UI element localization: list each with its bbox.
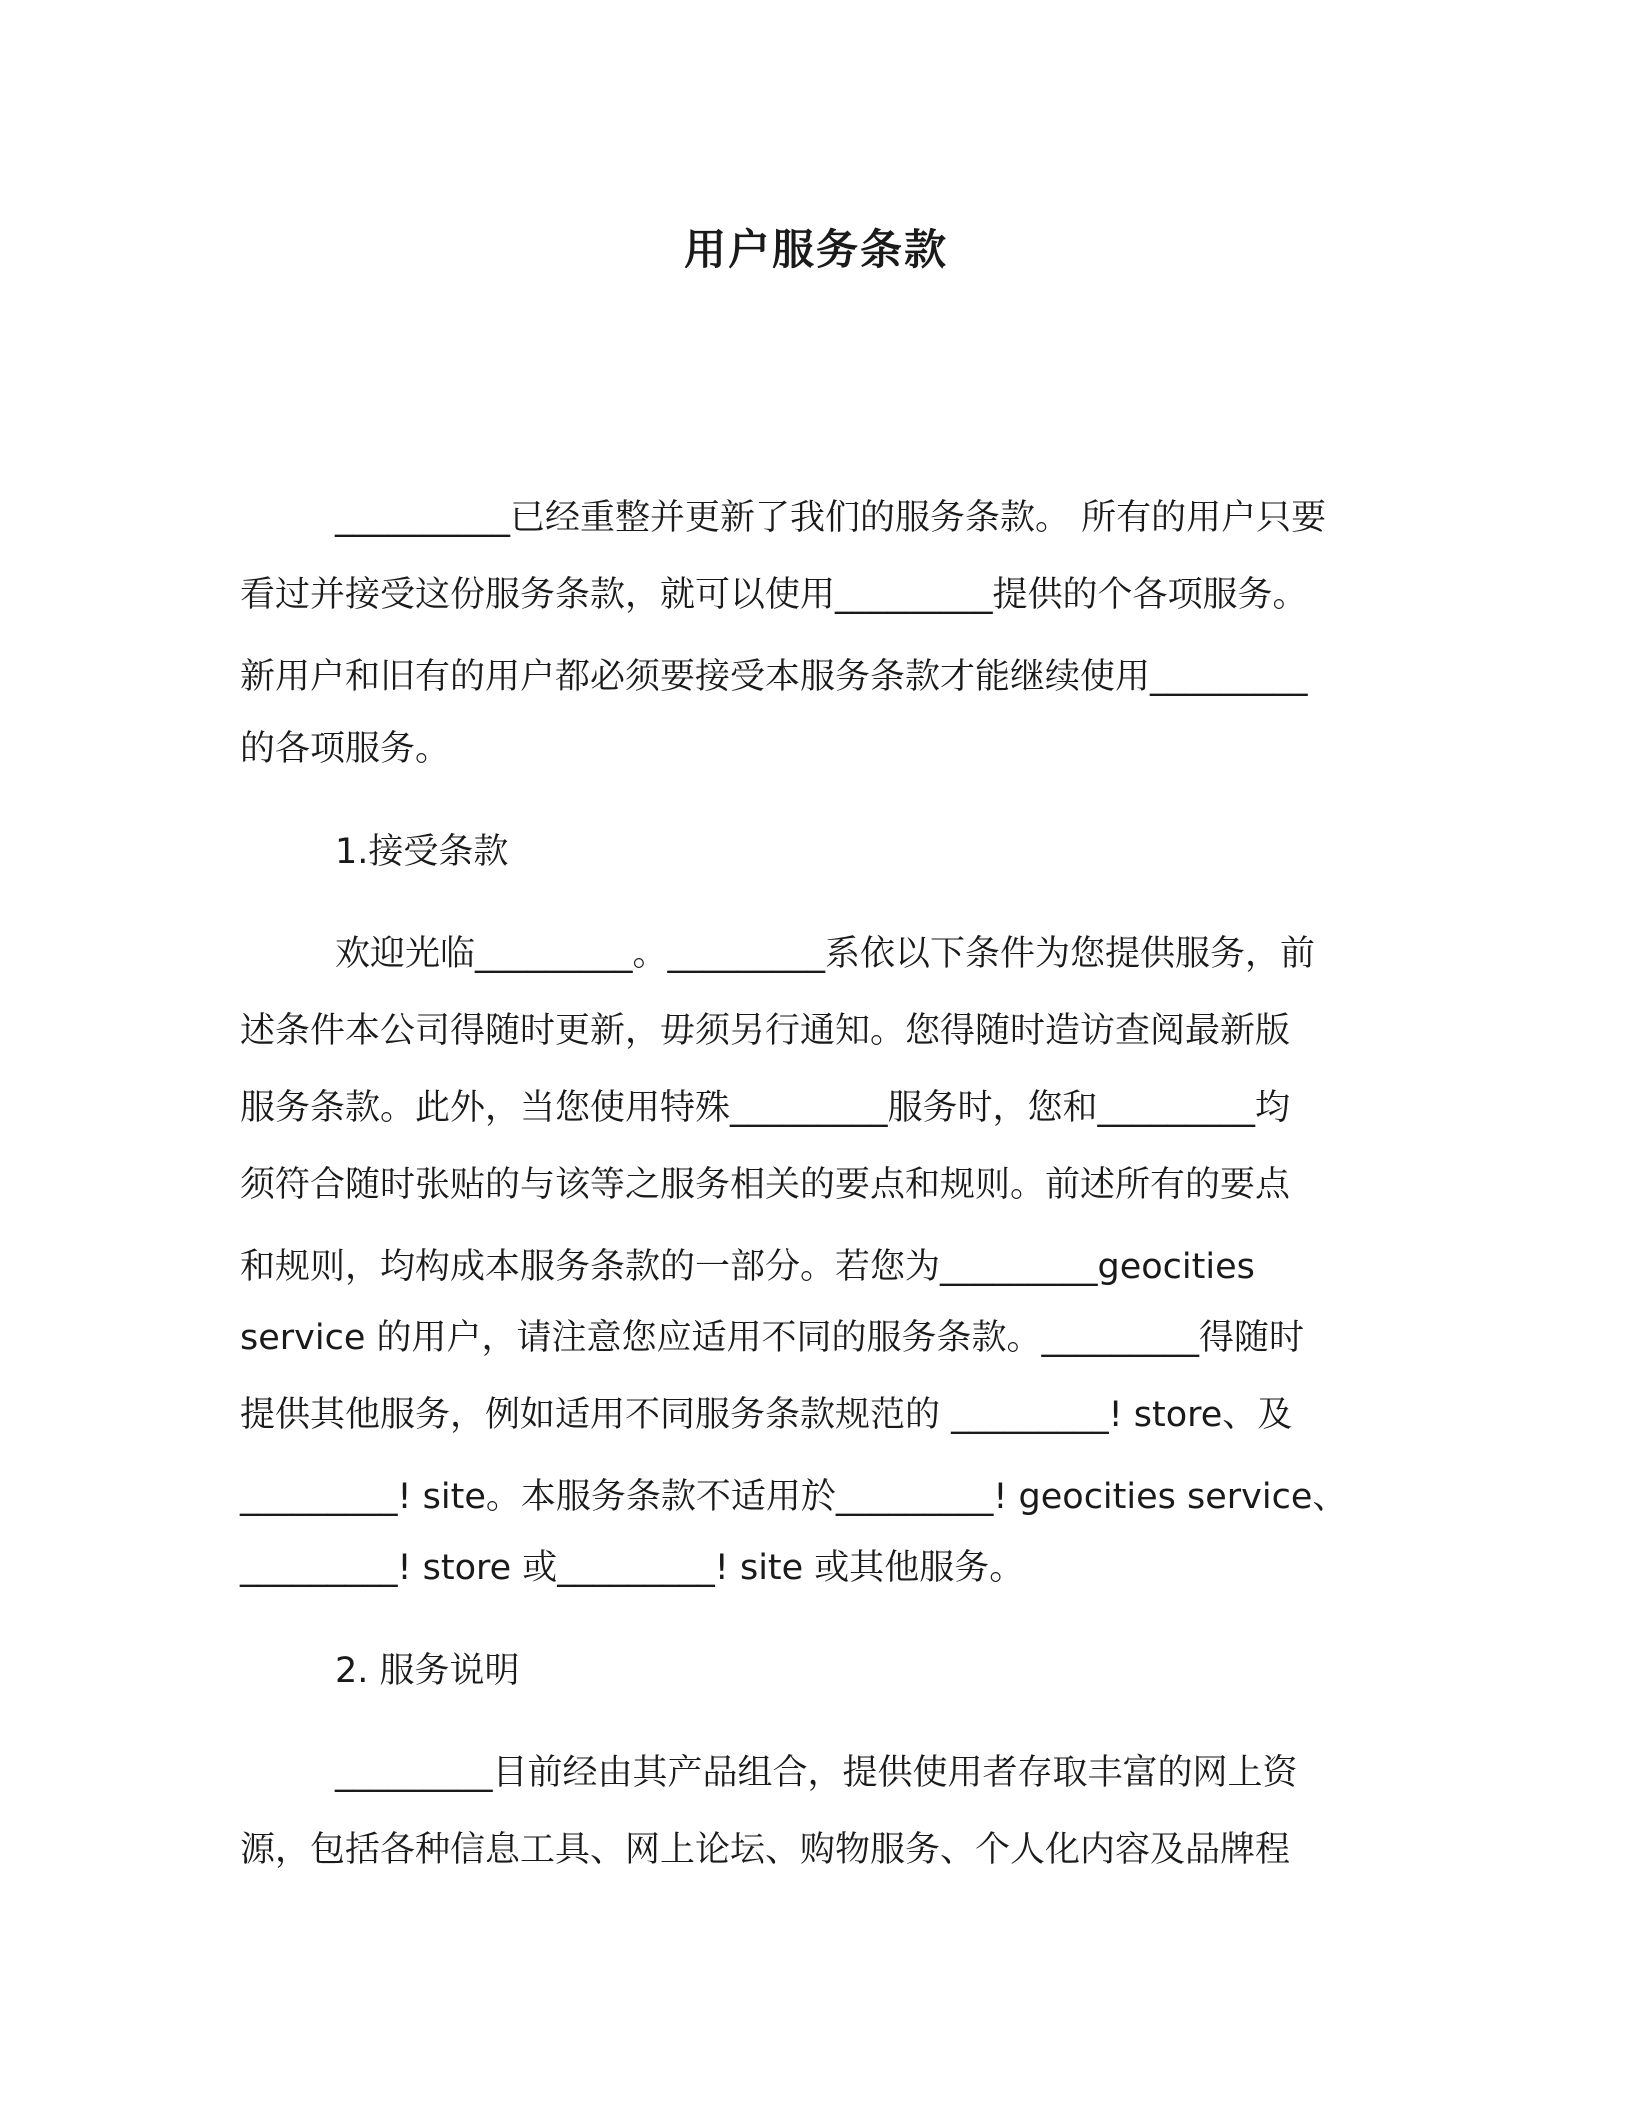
intro-line-4: 的各项服务。 bbox=[240, 729, 451, 769]
section-1-line-9: _________! store 或_________! site 或其他服务。 bbox=[240, 1548, 1025, 1588]
section-2-heading: 2. 服务说明 bbox=[335, 1651, 520, 1691]
section-1-line-2: 述条件本公司得随时更新，毋须另行通知。您得随时造访查阅最新版 bbox=[240, 1011, 1291, 1051]
section-1-line-1: 欢迎光临_________。_________系依以下条件为您提供服务，前 bbox=[335, 934, 1316, 974]
section-1-line-4: 须符合随时张贴的与该等之服务相关的要点和规则。前述所有的要点 bbox=[240, 1165, 1291, 1205]
section-2-line-1: _________目前经由其产品组合，提供使用者存取丰富的网上资 bbox=[335, 1753, 1298, 1793]
section-1-line-6: service 的用户，请注意您应适用不同的服务条款。_________得随时 bbox=[240, 1318, 1304, 1358]
section-1-heading: 1.接受条款 bbox=[335, 832, 509, 872]
section-1-line-7: 提供其他服务，例如适用不同服务条款规范的 _________! store、及 bbox=[240, 1395, 1293, 1435]
intro-line-3: 新用户和旧有的用户都必须要接受本服务条款才能继续使用_________ bbox=[240, 657, 1308, 697]
section-2-line-2: 源，包括各种信息工具、网上论坛、购物服务、个人化内容及品牌程 bbox=[240, 1830, 1291, 1870]
section-1-line-3: 服务条款。此外，当您使用特殊_________服务时，您和_________均 bbox=[240, 1088, 1291, 1128]
intro-line-2: 看过并接受这份服务条款，就可以使用_________提供的个各项服务。 bbox=[240, 575, 1308, 615]
section-1-line-5: 和规则，均构成本服务条款的一部分。若您为_________geocities bbox=[240, 1247, 1255, 1287]
intro-line-1: __________已经重整并更新了我们的服务条款。 所有的用户只要 bbox=[335, 498, 1327, 538]
page-title: 用户服务条款 bbox=[683, 225, 948, 274]
section-1-line-8: _________! site。本服务条款不适用於_________! geocities service、 bbox=[240, 1477, 1348, 1517]
